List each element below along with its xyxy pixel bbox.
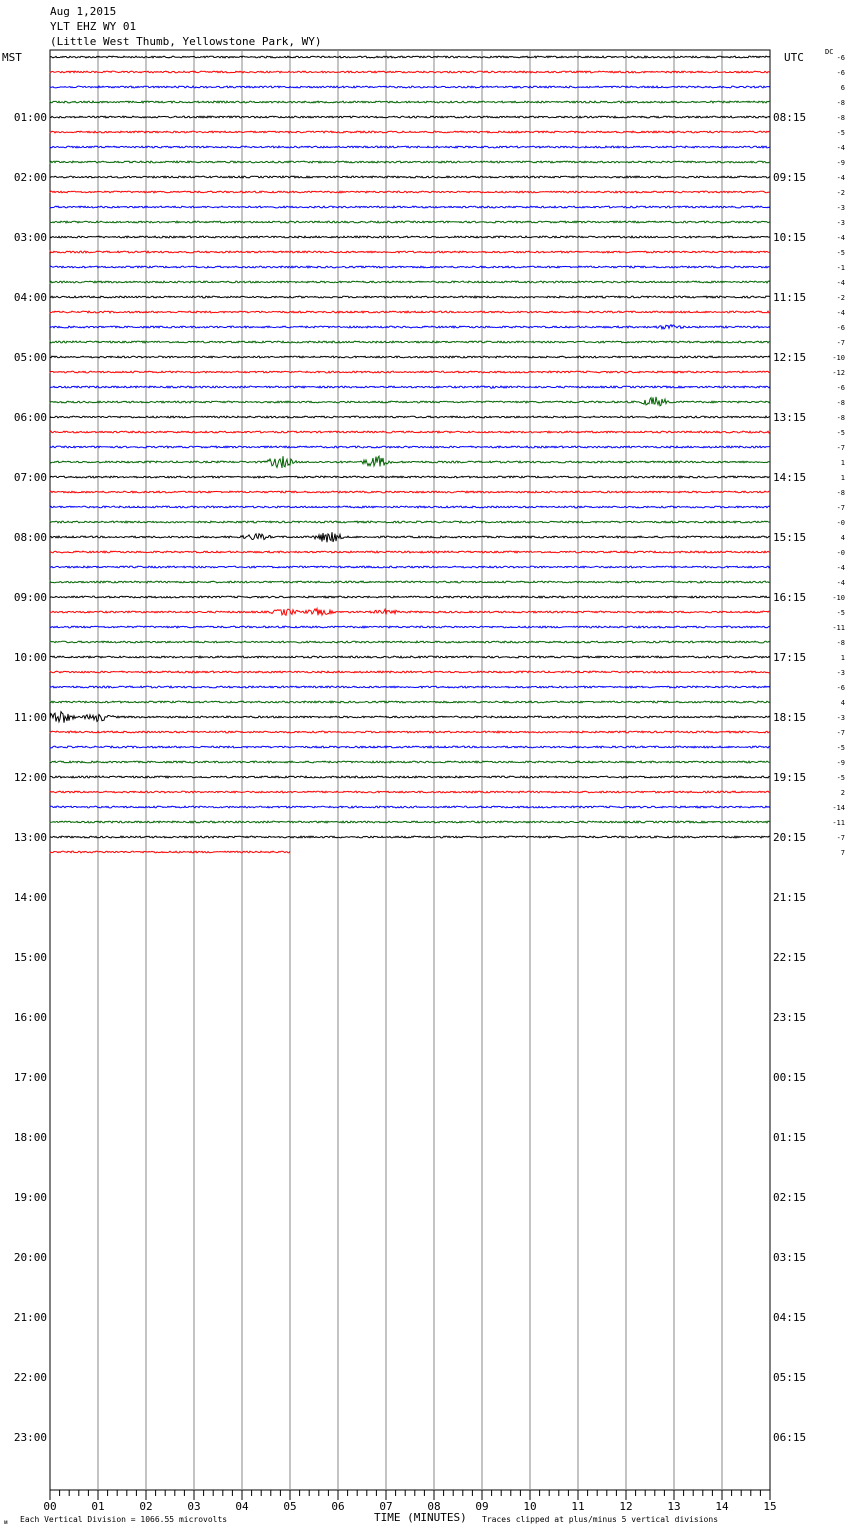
dc-offset-value: -8: [836, 414, 845, 422]
dc-offset-value: -3: [836, 204, 845, 212]
utc-hour-label: 02:15: [773, 1191, 807, 1204]
dc-offset-value: 2: [840, 789, 845, 797]
seismic-trace: [50, 176, 770, 178]
seismic-trace: [50, 491, 770, 493]
x-axis-title: TIME (MINUTES): [374, 1511, 467, 1524]
seismic-trace: [50, 626, 770, 628]
dc-offset-value: -2: [836, 189, 845, 197]
dc-offset-value: -5: [836, 249, 845, 257]
utc-hour-label: 03:15: [773, 1251, 807, 1264]
dc-offset-value: -4: [836, 309, 845, 317]
seismic-trace: [50, 581, 770, 583]
record-date: Aug 1,2015: [50, 5, 117, 18]
x-tick-label: 07: [379, 1500, 393, 1513]
seismic-trace: [50, 431, 770, 433]
seismic-trace: [50, 296, 770, 298]
seismic-trace: [50, 806, 770, 808]
x-tick-label: 02: [139, 1500, 153, 1513]
dc-offset-value: -10: [832, 594, 845, 602]
seismic-trace: [50, 416, 770, 418]
utc-hour-label: 16:15: [773, 591, 807, 604]
dc-offset-value: -9: [836, 759, 845, 767]
seismic-trace: [50, 56, 770, 58]
utc-hour-label: 00:15: [773, 1071, 807, 1084]
dc-offset-value: -14: [832, 804, 845, 812]
utc-hour-label: 10:15: [773, 231, 807, 244]
dc-offset-value: 6: [840, 84, 845, 92]
dc-offset-value: 7: [840, 849, 845, 857]
seismic-trace: [50, 701, 770, 703]
dc-offset-label: DC: [825, 48, 834, 56]
mst-axis-label: MST: [2, 51, 22, 64]
dc-offset-value: -4: [836, 564, 845, 572]
seismic-trace: [50, 206, 770, 208]
seismic-trace: [50, 341, 770, 343]
dc-offset-value: -4: [836, 279, 845, 287]
seismic-trace: [50, 397, 770, 406]
mst-hour-label: 07:00: [13, 471, 47, 484]
utc-hour-label: 17:15: [773, 651, 807, 664]
seismic-trace: [50, 386, 770, 388]
seismic-trace: [50, 776, 770, 778]
seismic-trace: [50, 146, 770, 148]
seismic-trace: [50, 371, 770, 373]
dc-offset-value: -1: [836, 264, 845, 272]
x-tick-label: 11: [571, 1500, 585, 1513]
dc-offset-value: -6: [836, 324, 845, 332]
scale-note: Each Vertical Division = 1066.55 microvolts: [20, 1515, 228, 1524]
seismic-trace: [50, 311, 770, 313]
dc-offset-value: -3: [836, 219, 845, 227]
dc-offset-value: -12: [832, 369, 845, 377]
utc-hour-label: 20:15: [773, 831, 807, 844]
mst-hour-label: 22:00: [13, 1371, 47, 1384]
utc-hour-label: 15:15: [773, 531, 807, 544]
dc-offset-value: -6: [836, 54, 845, 62]
utc-hour-label: 01:15: [773, 1131, 807, 1144]
dc-offset-value: -5: [836, 129, 845, 137]
dc-offset-value: -8: [836, 489, 845, 497]
x-tick-label: 13: [667, 1500, 681, 1513]
seismic-trace: [50, 101, 770, 103]
x-tick-label: 12: [619, 1500, 633, 1513]
logo-mark: ᴍ: [4, 1519, 8, 1526]
utc-hour-label: 11:15: [773, 291, 807, 304]
utc-hour-label: 08:15: [773, 111, 807, 124]
dc-offset-value: 1: [840, 459, 845, 467]
seismic-trace: [50, 712, 770, 723]
mst-hour-label: 11:00: [13, 711, 47, 724]
dc-offset-value: -11: [832, 819, 845, 827]
dc-offset-value: -0: [836, 519, 845, 527]
mst-hour-label: 08:00: [13, 531, 47, 544]
dc-offset-value: -5: [836, 744, 845, 752]
x-tick-label: 15: [763, 1500, 777, 1513]
seismic-trace: [50, 281, 770, 283]
seismic-trace: [50, 356, 770, 358]
x-tick-label: 01: [91, 1500, 105, 1513]
seismic-trace: [50, 746, 770, 748]
x-tick-label: 14: [715, 1500, 729, 1513]
seismic-trace: [50, 161, 770, 163]
dc-offset-value: -4: [836, 579, 845, 587]
seismic-trace: [50, 266, 770, 268]
x-tick-label: 08: [427, 1500, 441, 1513]
utc-hour-label: 23:15: [773, 1011, 807, 1024]
seismic-trace: [50, 851, 290, 853]
dc-offset-value: -6: [836, 684, 845, 692]
seismic-trace: [50, 596, 770, 598]
utc-hour-label: 05:15: [773, 1371, 807, 1384]
seismic-trace: [50, 836, 770, 838]
seismic-trace: [50, 532, 770, 542]
mst-hour-label: 02:00: [13, 171, 47, 184]
seismic-trace: [50, 131, 770, 133]
mst-hour-label: 01:00: [13, 111, 47, 124]
seismic-trace: [50, 325, 770, 329]
dc-offset-value: -8: [836, 399, 845, 407]
seismic-trace: [50, 116, 770, 118]
utc-hour-label: 18:15: [773, 711, 807, 724]
dc-offset-value: -5: [836, 774, 845, 782]
dc-offset-value: -6: [836, 384, 845, 392]
dc-offset-value: -2: [836, 294, 845, 302]
seismic-trace: [50, 71, 770, 73]
seismic-trace: [50, 476, 770, 478]
dc-offset-value: -7: [836, 444, 845, 452]
mst-hour-label: 18:00: [13, 1131, 47, 1144]
mst-hour-label: 04:00: [13, 291, 47, 304]
seismic-trace: [50, 446, 770, 448]
dc-offset-value: -8: [836, 639, 845, 647]
utc-axis-label: UTC: [784, 51, 804, 64]
dc-offset-value: -11: [832, 624, 845, 632]
seismic-trace: [50, 521, 770, 523]
x-tick-label: 06: [331, 1500, 345, 1513]
utc-hour-label: 09:15: [773, 171, 807, 184]
mst-hour-label: 19:00: [13, 1191, 47, 1204]
seismic-trace: [50, 251, 770, 253]
station-code: YLT EHZ WY 01: [50, 20, 137, 33]
mst-hour-label: 09:00: [13, 591, 47, 604]
dc-offset-value: -5: [836, 429, 845, 437]
seismic-trace: [50, 671, 770, 673]
dc-offset-value: -5: [836, 609, 845, 617]
seismic-trace: [50, 221, 770, 223]
mst-hour-label: 21:00: [13, 1311, 47, 1324]
dc-offset-value: 1: [840, 654, 845, 662]
seismic-trace: [50, 506, 770, 508]
seismic-trace: [50, 686, 770, 688]
dc-offset-value: 4: [840, 699, 845, 707]
dc-offset-value: -0: [836, 549, 845, 557]
mst-hour-label: 05:00: [13, 351, 47, 364]
x-tick-label: 00: [43, 1500, 57, 1513]
utc-hour-label: 21:15: [773, 891, 807, 904]
seismic-trace: [50, 86, 770, 88]
mst-hour-label: 14:00: [13, 891, 47, 904]
mst-hour-label: 23:00: [13, 1431, 47, 1444]
dc-offset-value: 1: [840, 474, 845, 482]
seismic-trace: [50, 791, 770, 793]
mst-hour-label: 03:00: [13, 231, 47, 244]
dc-offset-value: -3: [836, 714, 845, 722]
seismic-trace: [50, 191, 770, 193]
mst-hour-label: 16:00: [13, 1011, 47, 1024]
seismic-trace: [50, 821, 770, 823]
dc-offset-value: -4: [836, 174, 845, 182]
dc-offset-value: -7: [836, 834, 845, 842]
dc-offset-value: -10: [832, 354, 845, 362]
dc-offset-value: -4: [836, 144, 845, 152]
seismic-trace: [50, 456, 770, 468]
x-tick-label: 05: [283, 1500, 297, 1513]
utc-hour-label: 12:15: [773, 351, 807, 364]
utc-hour-label: 14:15: [773, 471, 807, 484]
seismic-trace: [50, 641, 770, 643]
mst-hour-label: 20:00: [13, 1251, 47, 1264]
dc-offset-value: -8: [836, 114, 845, 122]
utc-hour-label: 13:15: [773, 411, 807, 424]
dc-offset-value: -7: [836, 339, 845, 347]
plot-frame: [50, 50, 770, 1490]
station-location: (Little West Thumb, Yellowstone Park, WY): [50, 35, 322, 48]
seismic-trace: [50, 731, 770, 733]
dc-offset-value: -6: [836, 69, 845, 77]
mst-hour-label: 06:00: [13, 411, 47, 424]
mst-hour-label: 17:00: [13, 1071, 47, 1084]
dc-offset-value: -3: [836, 669, 845, 677]
seismic-trace: [50, 656, 770, 658]
dc-offset-value: -4: [836, 234, 845, 242]
seismic-trace: [50, 551, 770, 553]
dc-offset-value: -7: [836, 729, 845, 737]
dc-offset-value: 4: [840, 534, 845, 542]
dc-offset-value: -8: [836, 99, 845, 107]
clip-note: Traces clipped at plus/minus 5 vertical divisions: [482, 1515, 719, 1524]
utc-hour-label: 22:15: [773, 951, 807, 964]
x-tick-label: 03: [187, 1500, 201, 1513]
mst-hour-label: 12:00: [13, 771, 47, 784]
seismic-trace: [50, 236, 770, 238]
mst-hour-label: 13:00: [13, 831, 47, 844]
x-tick-label: 10: [523, 1500, 537, 1513]
utc-hour-label: 19:15: [773, 771, 807, 784]
dc-offset-value: -9: [836, 159, 845, 167]
mst-hour-label: 10:00: [13, 651, 47, 664]
mst-hour-label: 15:00: [13, 951, 47, 964]
x-tick-label: 09: [475, 1500, 489, 1513]
utc-hour-label: 04:15: [773, 1311, 807, 1324]
utc-hour-label: 06:15: [773, 1431, 807, 1444]
seismic-trace: [50, 761, 770, 763]
dc-offset-value: -7: [836, 504, 845, 512]
x-tick-label: 04: [235, 1500, 249, 1513]
seismic-trace: [50, 566, 770, 568]
seismic-trace: [50, 609, 770, 616]
